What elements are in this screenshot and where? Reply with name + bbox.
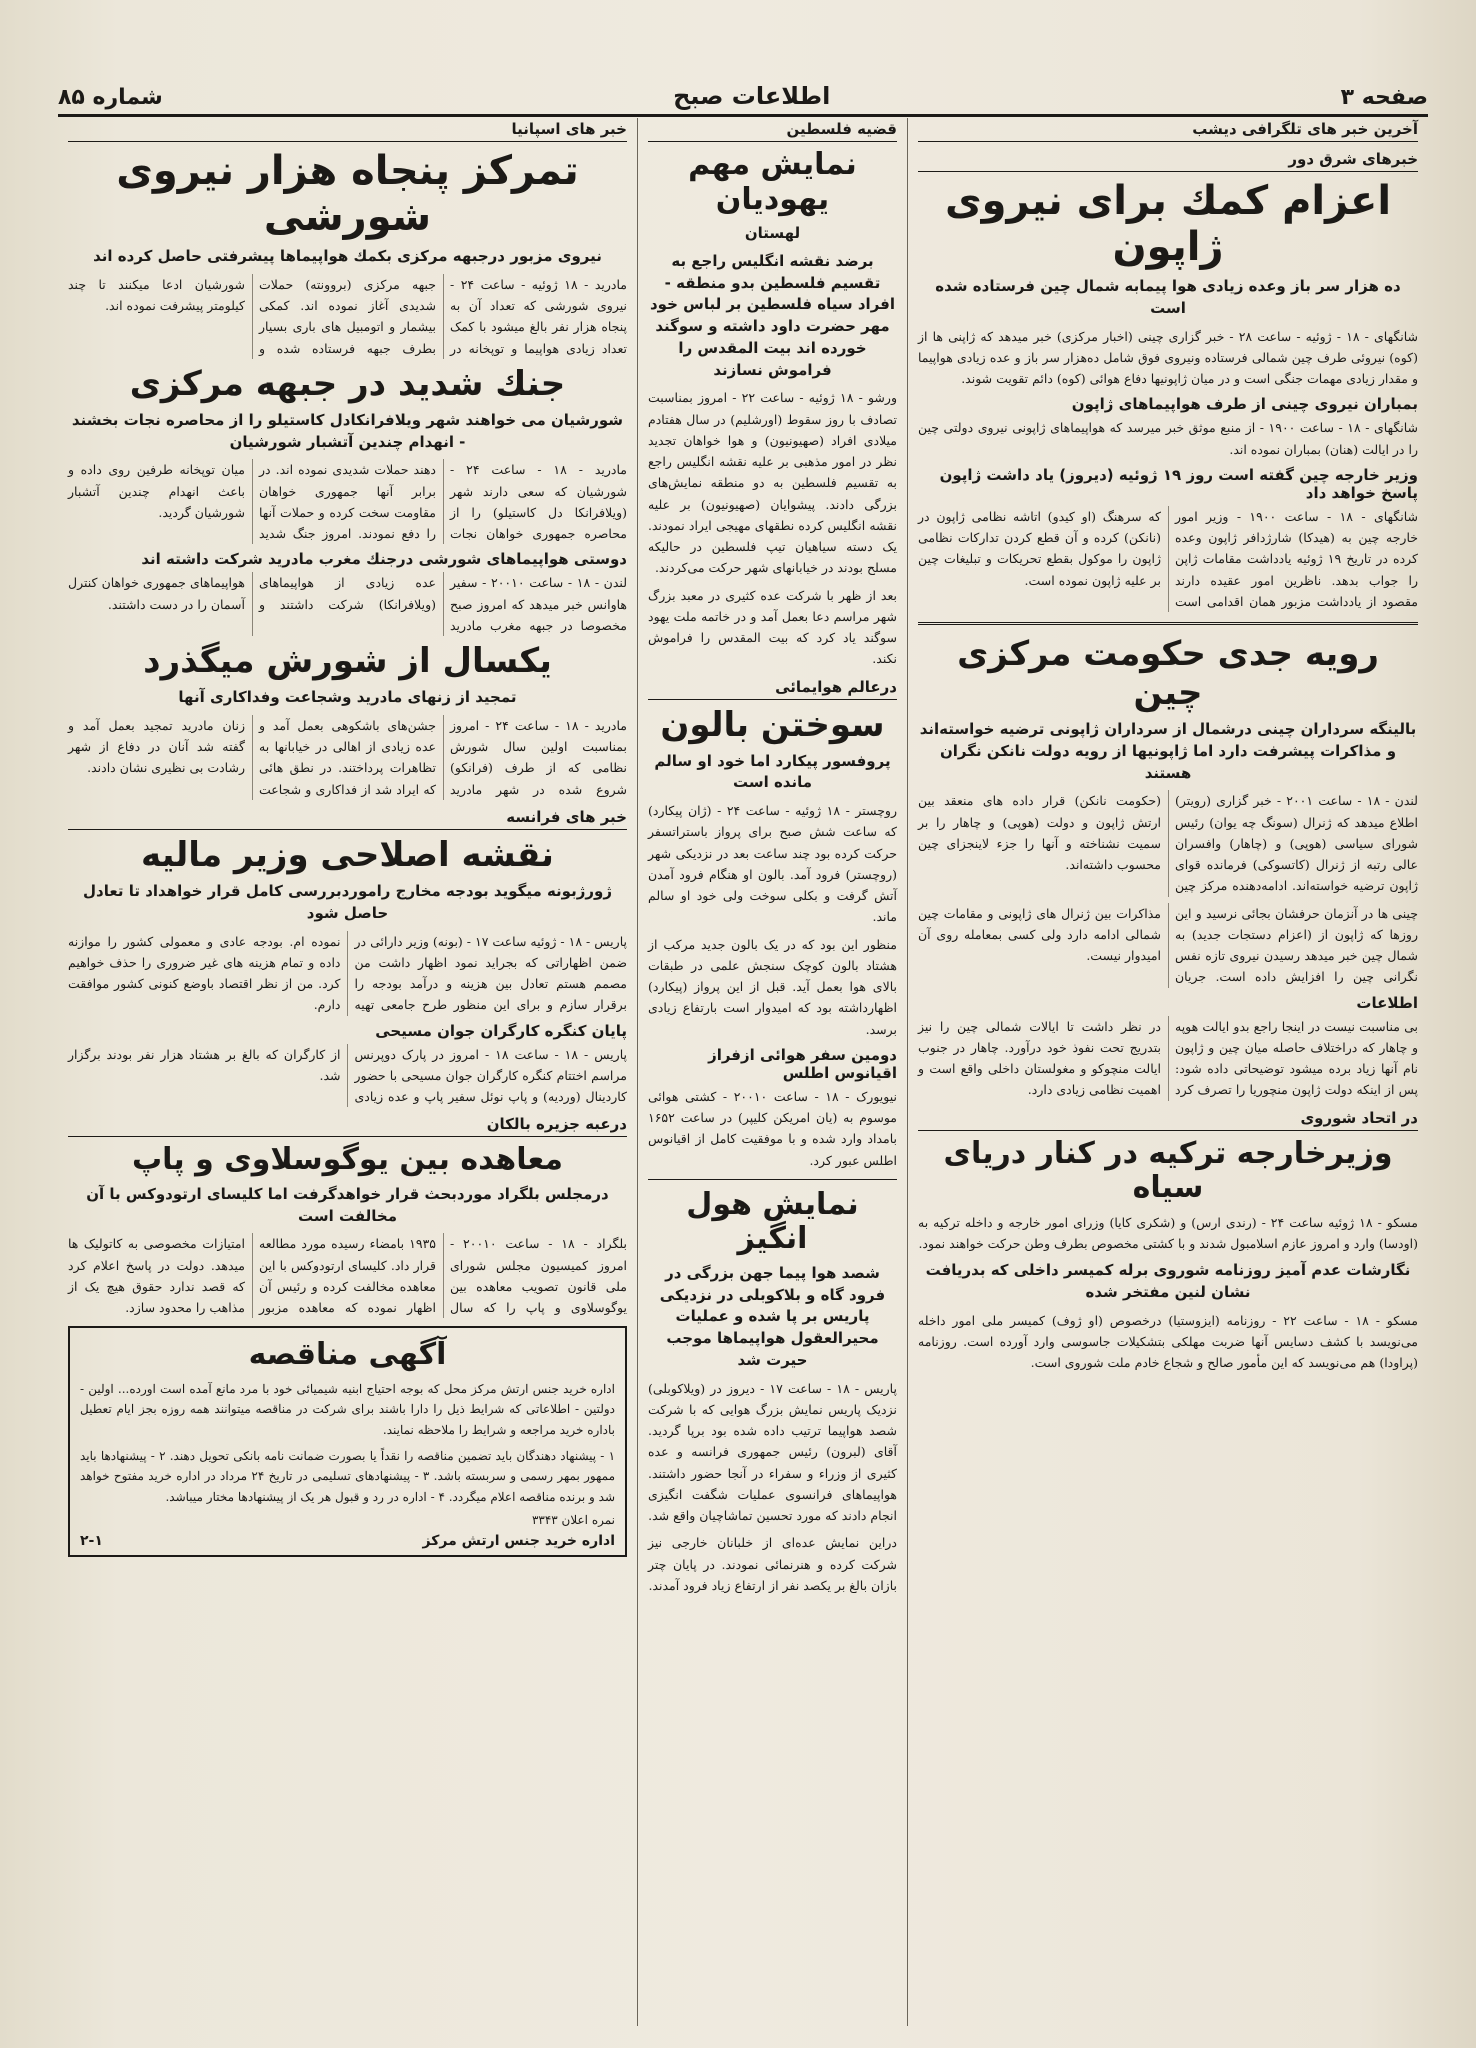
article-body: بی مناسبت نیست در اینجا راجع بدو ایالت هوپه و چاهار که دراختلاف حاصله میان چین و ژاپون نام آنها زیاد برده میشود توضیحاتی داده شود: پس از اینکه دولت ژاپون منچوریا را تصرف کرد در نظر داشت تا ایالات شمالی چین را نیز بتدریج تحت نفوذ خود درآورد. چاهار در جنوب ایالت منچوکو و مغولستان داخلی واقع است و اهمیت نظامی زیادی دارد.: [918, 1018, 1418, 1098]
masthead: [58, 70, 1428, 117]
article-body: پاریس - ۱۸ - ژوئیه ساعت ۱۷ - (بونه) وزیر دارائی در ضمن اظهاراتی که بجراید نمود اظهار داشت من مصمم هستم تعادل بین هزینه و درآمد بودجه را برقرار سازم و برای این منظور طرح جامعی تهیه نموده ام. بودجه عادی و معمولی کشور را موازنه داده و تمام هزینه های غیر ضروری را حذف خواهیم کرد. من از نظر اقتصاد باوضع کنونی کشور موافقت دارم.: [68, 933, 627, 1013]
article-kicker: بمباران نیروی چینی از طرف هواپیماهای ژاپون: [1071, 395, 1418, 414]
tender-advertisement: [68, 1326, 627, 1557]
subsection-label: خبرهای شرق دور: [918, 148, 1418, 172]
article-body: مسکو - ۱۸ - ساعت ۲۲ - روزنامه (ایزوستیا) درخصوص (او ژوف) کمیسر ملی امور داخله می‌نویسد با کشف دسایس آنها ضربت مهلکی بتشکیلات جاسوسی وارد آورده است. روزنامه (پراودا) هم می‌نویسد که این مأمور صالح و شجاع خادم ملت شوروی است.: [918, 1312, 1418, 1371]
article-kicker: پایان کنگره کارگران جوان مسیحی: [375, 1021, 627, 1040]
article-headline: نمایش مهم یهودیان: [688, 147, 857, 217]
article-body: بلگراد - ۱۸ - ساعت ۲۰۰۱۰ - امروز کمیسیون مجلس شورای ملی قانون تصویب معاهده بین یوگوسلاوی و پاپ را که سال ۱۹۳۵ بامضاء رسیده مورد مطالعه قرار داد. کلیسای ارتودوکس با این معاهده مخالفت کرده و رئیس آن اظهار نموده که معاهده مزبور امتیازات مخصوصی به کاتولیک ها میدهد. دولت در پاسخ اعلام کرد که قصد ندارد حقوق هیچ یک از مذاهب را محدود سازد.: [68, 1236, 627, 1316]
article-body: مادرید - ۱۸ - ساعت ۲۴ - شورشیان که سعی دارند شهر (ویلافرانکا دل کاستیلو) را از محاصره جمهوری خواهان نجات دهند حملات شدیدی نموده اند. در برابر آنها جمهوری خواهان مقاومت سخت کرده و حملات آنها را دفع نمودند. امروز جنگ شدید میان توپخانه طرفین روی داده و باعث انهدام چندین آتشبار شورشیان گردید.: [68, 462, 627, 542]
article-headline: نقشه اصلاحی وزیر مالیه: [141, 834, 554, 875]
article-kicker: نگارشات عدم آمیز روزنامه شوروی برله کمیسر داخلی که بدریافت نشان لنین مفتخر شده: [925, 1261, 1411, 1301]
right-column: [908, 118, 1428, 2026]
middle-column: [638, 118, 908, 2026]
article-subheadline: ژورژبونه میگوید بودجه مخارج راموردبررسی کامل قرار خواهداد تا تعادل حاصل شود: [83, 882, 612, 922]
left-column: [58, 118, 638, 2026]
article-headline: یکسال از شورش میگذرد: [143, 641, 552, 682]
article-headline: نمایش هول انگیز: [686, 1186, 859, 1257]
article-body: لندن - ۱۸ - ساعت ۲۰۰۱ - خبر گزاری (رویتر) اطلاع میدهد که ژنرال (سونگ چه یوان) رئیس شورای سیاسی (هوپی) و (چاهار) وافسران عالی رتبه از ژنرال (کاتسوکی) فرمانده قوای ژاپون ترضیه خواسته‌اند. ادامه‌دهنده مرکز چین (حکومت نانکن) قرار داده های منعقد بین ارتش ژاپون و دولت (هوپی) و چاهار را بر سمیت نشناخته و آنها را جزء لاینجزای چین محسوب داشته‌اند.: [918, 793, 1418, 894]
article-subheadline: بالینگه سرداران چینی درشمال از سرداران ژاپونی ترضیه خواسته‌اند و مذاکرات پیشرفت دارد اما ژاپونیها از رویه دولت نانکن نگران هستند: [919, 720, 1417, 782]
section-label: قضیه فلسطین: [648, 118, 897, 142]
ad-body: اداره خرید جنس ارتش مرکز محل که بوجه احتیاج ابنیه شیمیائی خود با مرد مانع آمده است اورده... اولین - دولتین - اطلاعاتی که شرایط ذیل را دارا باشند برای شرکت در مناقصه میتوانند همه روزه بجز ایام تعطیل باداره خرید مراجعه و شرایط را ملاحظه نمایند.: [80, 1381, 615, 1437]
ad-items: ۱ - پیشنهاد دهندگان باید تضمین مناقصه را نقداً یا بصورت ضمانت نامه بانکی تحویل دهند. ۲ - پیشنهادها باید ممهور بمهر رسمی و سربسته باشد. ۳ - پیشنهادهای تسلیمی در تاریخ ۲۴ مرداد در اداره خرید مفتوح خواهد شد و برنده مناقصه اعلام میگردد. ۴ - اداره در رد و قبول هر یک از پیشنهادها مختار میباشد.: [80, 1448, 616, 1504]
article-headline: وزیرخارجه ترکیه در کنار دریای سیاه: [943, 1135, 1393, 1206]
article-body: مادرید - ۱۸ ژوئیه - ساعت ۲۴ - نیروی شورشی که تعداد آن به پنجاه هزار نفر بالغ میشود با کمک تعداد زیادی هواپیما و توپخانه در جبهه مرکزی (بروونته) حملات شدیدی آغاز نموده اند. کمکی بیشمار و اتومبیل های باری بسیار بطرف جبهه فرستاده شده و شورشیان ادعا میکنند تا چند کیلومتر پیشرفت نموده اند.: [68, 276, 627, 356]
article-body: بعد از ظهر با شرکت عده کثیری در معبد بزرگ شهر مراسم دعا بعمل آمد و در خاتمه ملت یهود سوگند یاد کرد که بیت المقدس را فراموش نکند.: [648, 587, 897, 667]
page-number: صفحه ۳: [1340, 85, 1428, 110]
columns: [58, 118, 1428, 2026]
article-headline: رویه جدی حکومت مرکزی چین: [957, 634, 1379, 714]
article-kicker: دومین سفر هوائی ازفراز اقیانوس اطلس: [708, 1045, 897, 1082]
article-subheadline: شورشیان می خواهند شهر ویلافرانکادل کاستیلو را از محاصره نجات بخشند - انهدام چندین آتشبار شورشیان: [71, 410, 624, 451]
article-body: روچستر - ۱۸ ژوئیه - ساعت ۲۴ - (ژان پیکارد) که ساعت شش صبح برای پرواز باستراتسفر حرکت کرده بود چند ساعت بعد در نزدیکی شهر (روچستر) فرود آمد. بالون او هنگام فرود آمدن آتش گرفت و بکلی سوخت ولی خود او سالم ماند.: [648, 803, 897, 925]
ad-code: ۲-۱: [80, 1533, 103, 1550]
article-body: لندن - ۱۸ - ساعت ۲۰۰۱۰ - سفیر هاوانس خبر میدهد که امروز صبح مخصوصا در جبهه مغرب مادرید عده زیادی از هواپیماهای (ویلافرانکا) شرکت داشتند و هواپیماهای جمهوری خواهان کنترل آسمان را در دست داشتند.: [68, 575, 627, 633]
article-body: پاریس - ۱۸ - ساعت ۱۸ - امروز در پارک دوپرنس مراسم اختتام کنگره کارگران جوان مسیحی با حضور کاردینال (وردیه) و پاپ نوئل سفیر پاپ و عده زیادی از کارگران که بالغ بر هشتاد هزار نفر بودند برگزار شد.: [68, 1046, 627, 1105]
section-label: آخرین خبر های تلگرافی دیشب: [918, 118, 1418, 142]
ad-number: نمره اعلان ۳۳۴۳: [531, 1513, 615, 1528]
article-headline: معاهده بین یوگوسلاوی و پاپ: [132, 1142, 563, 1178]
article-body: مسکو - ۱۸ ژوئیه ساعت ۲۴ - (رندی ارس) و (شکری کایا) وزرای امور خارجه و داخله ترکیه به (اودسا) وارد و امروز عازم اسلامبول شدند و با کشتی مخصوص بطرف وطن حرکت خواهند نمود.: [918, 1214, 1418, 1251]
article-body: شانگهای - ۱۸ - ساعت ۱۹۰۰ - از منبع موثق خبر میرسد که هواپیماهای ژاپونی نیروی دولتی چین را در ایالت (هنان) بمباران نموده اند.: [918, 420, 1418, 457]
section-label: خبر های اسپانیا: [68, 118, 627, 142]
issue-number: شماره ۸۵: [58, 85, 163, 110]
article-body: شانگهای - ۱۸ - ژوئیه - ساعت ۲۸ - خبر گزاری چینی (اخبار مرکزی) خبر میدهد که ژاپنی ها از (کوه) نیروئی طرف چین شمالی فرستاده ونیروی فوق شامل ده‌هزار سر باز و عده زیادی هواپیما و مقدار زیادی مهمات جنگی است و در میان ژاپونیها دفاع هوائی (کوه) دائم تقویت شوند.: [918, 328, 1418, 386]
article-subheadline: پروفسور پیکارد اما خود او سالم مانده است: [654, 751, 891, 792]
article-headline: جنك شدید در جبهه مرکزی: [129, 363, 566, 404]
article-body: پاریس - ۱۸ - ساعت ۱۷ - دیروز در (ویلاکوبلی) نزدیک پاریس نمایش بزرگ هوایی که با شرکت شصد هواپیما ترتیب داده شده بود برپا گردید. آقای (لبرون) رئیس جمهوری فرانسه و عده کثیری از وزراء و سفراء در آنجا حضور داشتند. هواپیماهای فرانسوی عملیات شگفت انگیزی انجام دادند که مورد تحسین تماشاچیان واقع شد.: [648, 1380, 897, 1524]
section-label: خبر های فرانسه: [68, 806, 627, 830]
article-subheadline: برضد نقشه انگلیس راجع به تقسیم فلسطین بدو منطقه - افراد سیاه فلسطین بر لباس خود مهر حضرت داود داشته و سوگند خورده اند بیت المقدس را فراموش نسازند: [649, 251, 895, 379]
article-headline: سوختن بالون: [660, 704, 885, 745]
ad-headline: آگهی مناقصه: [248, 1337, 447, 1373]
article-body: نیویورک - ۱۸ - ساعت ۲۰۰۱۰ - کشتی هوائی موسوم به (یان امریکن کلیپر) در ساعت ۱۶۵۲ بامداد وارد شده و با موفقیت کامل از اقیانوس اطلس عبور کرد.: [648, 1088, 897, 1168]
note-label: اطلاعات: [1356, 993, 1418, 1012]
article-body: چینی ها در آنزمان حرفشان بجائی نرسید و این روزها که ژاپون از (اعزام دستجات جدید) به شمال چین خبر میدهد رسیدن نیروی تازه نفس نگرانی چین را افزایش داده است. جریان مذاکرات بین ژنرال های ژاپونی و مقامات چین شمالی ادامه دارد ولی کسی بمعامله روی آن امیدوار نیست.: [918, 905, 1418, 985]
section-label: در اتحاد شوروی: [918, 1107, 1418, 1131]
article-subheadline: شصد هوا پیما جهن بزرگی در فرود گاه و بلاکوبلی در نزدیکی پاریس بر پا شده و عملیات محیرالعقول هواپیماها موجب حیرت شد: [659, 1263, 886, 1369]
ad-footer: [80, 1533, 615, 1549]
paper-name: اطلاعات صبح: [673, 82, 831, 110]
article-subheadline: ده هزار سر باز وعده زیادی هوا پیمابه شمال چین فرستاده شده است: [935, 277, 1401, 317]
article-headline: اعزام کمك برای نیروی ژاپون: [944, 178, 1392, 270]
article-subheadline: نیروی مزبور درجبهه مرکزی بکمك هواپیماها پیشرفتی حاصل کرده اند: [93, 247, 602, 265]
article-body: مادرید - ۱۸ - ساعت ۲۴ - امروز بمناسبت اولین سال شورش نظامی که از طرف (فرانکو) شروع شده در شهر مادرید جشن‌های باشکوهی بعمل آمد و عده زیادی از اهالی در خیابانها به تظاهرات پرداختند. در نطق هائی که ایراد شد از فداکاری و شجاعت زنان مادرید تمجید بعمل آمد و گفته شد آنان در دفاع از شهر رشادت بی نظیری نشان دادند.: [68, 717, 627, 797]
article-headline: تمرکز پنجاه هزار نیروی شورشی: [116, 148, 579, 240]
section-label: درعالم هوایمائی: [648, 676, 897, 700]
article-subheadline: تمجید از زنهای مادرید وشجاعت وفداکاری آنها: [178, 688, 517, 707]
article-dateline: لهستان: [744, 224, 801, 242]
article-body: ورشو - ۱۸ ژوئیه - ساعت ۲۲ - امروز بمناسبت تصادف با روز سقوط (اورشلیم) در سال هفتادم میلادی افراد (صهیونیون) و هوا خواهان تجدید نظر در امور مذهبی بر علیه نقشه انگلیس راجع به تقسیم فلسطین به دو منطقه نمایش‌های بزرگی دادند. پیشوایان (صهیونیون) بر علیه نقشه انگلیس کرده نطقهای مهیجی ایراد نمودند. یک دسته سیاهیان تیپ فلسطین در حالیکه مسلح بودند در خیابانهای شهر حرکت می‌کردند.: [648, 390, 897, 576]
ad-signature: اداره خرید جنس ارتش مرکز: [422, 1533, 615, 1550]
article-body: شانگهای - ۱۸ - ساعت ۱۹۰۰ - وزیر امور خارجه چین به (هیدکا) شارژدافر ژاپون وعده کرده در تاریخ ۱۹ ژوئیه یادداشت مقامات ژاپن را جواب بدهد. ناظرین امور عقیده دارند مقصود از یادداشت مزبور همان اقدامی است که سرهنگ (او کیدو) اتاشه نظامی ژاپون در (نانکن) کرده و آن قطع کردن تدارکات نظامی ژاپون را موکول بقطع تحریکات و تبلیغات چین بر علیه ژاپون نموده است.: [918, 508, 1419, 609]
article-headline-small: وزیر خارجه چین گفته است روز ۱۹ ژوئیه (دیروز) یاد داشت ژاپون پاسخ خواهد داد: [939, 465, 1418, 502]
divider: [648, 1179, 897, 1180]
article-body: منظور این بود که در یک بالون جدید مرکب از هشتاد بالون کوچک سنجش علمی در طبقات بالای هوا بعمل آید. قبل از این پرواز (پیکارد) اظهارداشته بود که امیدوار است بارتفاع زیادی برسد.: [648, 936, 897, 1037]
article-subheadline: درمجلس بلگراد موردبحث قرار خواهدگرفت اما کلیسای ارتودوکس با آن مخالفت است: [86, 1184, 609, 1225]
divider: [918, 622, 1418, 625]
article-kicker: دوستی هواپیماهای شورشی درجنك مغرب مادرید شرکت داشته اند: [141, 550, 627, 569]
article-body: دراین نمایش عده‌ای از خلبانان خارجی نیز شرکت کرده و هنرنمائی نمودند. در پایان چتر بازان بالغ بر یکصد نفر از ارتفاع زیاد فرود آمدند.: [648, 1535, 897, 1593]
section-label: درعبه جزیره بالکان: [68, 1113, 627, 1137]
